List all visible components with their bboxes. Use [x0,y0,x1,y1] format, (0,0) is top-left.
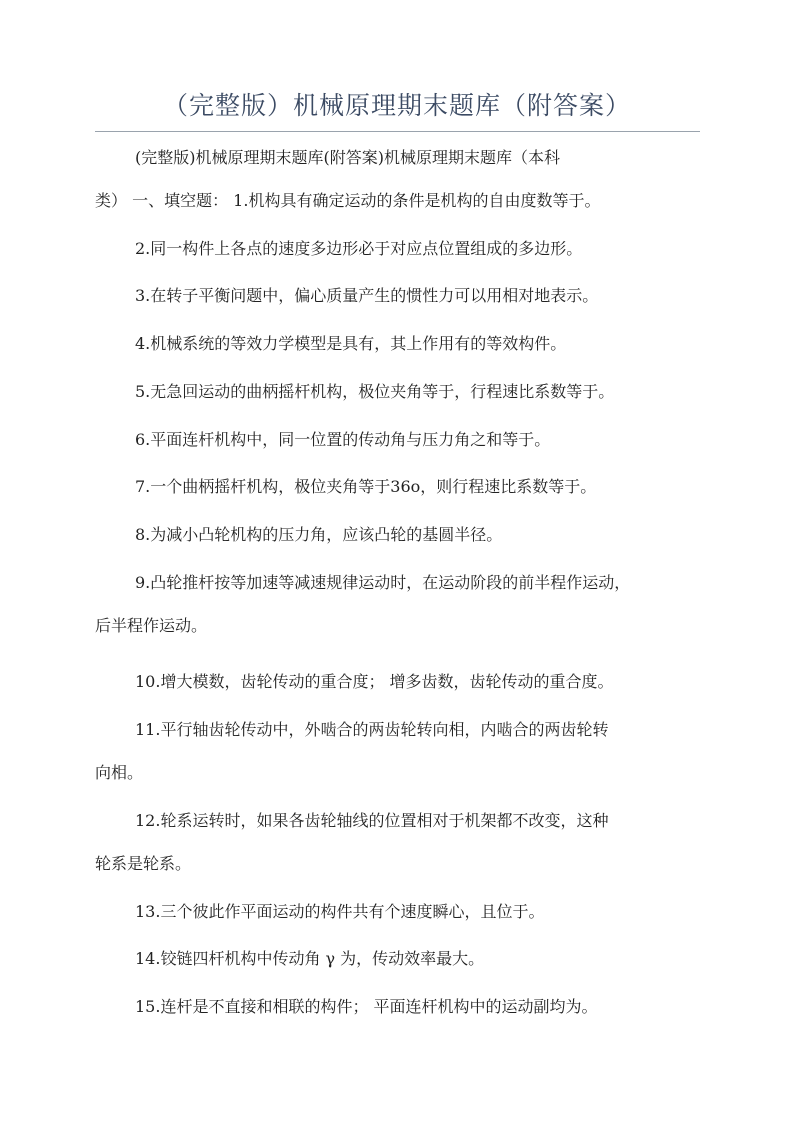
paragraph-line: 6.平面连杆机构中，同一位置的传动角与压力角之和等于。 [135,430,551,449]
paragraph-line: 10.增大模数，齿轮传动的重合度； 增多齿数，齿轮传动的重合度。 [135,672,614,691]
paragraph-line: 14.铰链四杆机构中传动角 γ 为，传动效率最大。 [135,949,485,968]
paragraph-line: 轮系是轮系。 [95,854,192,873]
paragraph-line: 类） 一、填空题： 1.机构具有确定运动的条件是机构的自由度数等于。 [95,191,601,210]
paragraph-line: 7.一个曲柄摇杆机构，极位夹角等于36o，则行程速比系数等于。 [135,477,597,496]
paragraph-line: 向相。 [95,763,144,782]
paragraph-line: 4.机械系统的等效力学模型是具有，其上作用有的等效构件。 [135,334,567,353]
paragraph-line: (完整版)机械原理期末题库(附答案)机械原理期末题库（本科 [135,148,560,167]
paragraph-line: 5.无急回运动的曲柄摇杆机构，极位夹角等于，行程速比系数等于。 [135,382,615,401]
question-paragraph [95,334,710,377]
question-paragraph [95,239,710,282]
title-divider [95,131,700,132]
document-title: （完整版）机械原理期末题库（附答案） [162,91,631,120]
question-paragraph [95,902,710,945]
paragraph-line: 9.凸轮推杆按等加速等减速规律运动时，在运动阶段的前半程作运动， [135,573,631,592]
question-paragraph [95,573,710,659]
question-paragraph [95,997,710,1040]
paragraph-line: 13.三个彼此作平面运动的构件共有个速度瞬心，且位于。 [135,902,545,921]
paragraph-line: 2.同一构件上各点的速度多边形必于对应点位置组成的多边形。 [135,239,583,258]
question-paragraph [95,148,710,234]
question-paragraph [95,430,710,473]
paragraph-line: 后半程作运动。 [95,616,208,635]
question-paragraph [95,720,710,806]
question-paragraph [95,949,710,992]
paragraph-line: 11.平行轴齿轮传动中，外啮合的两齿轮转向相，内啮合的两齿轮转 [135,720,609,739]
question-paragraph [95,382,710,425]
paragraph-line: 15.连杆是不直接和相联的构件； 平面连杆机构中的运动副均为。 [135,997,598,1016]
question-paragraph [95,811,710,897]
paragraph-line: 8.为减小凸轮机构的压力角，应该凸轮的基圆半径。 [135,525,503,544]
paragraph-line: 3.在转子平衡问题中，偏心质量产生的惯性力可以用相对地表示。 [135,286,599,305]
question-paragraph [95,525,710,568]
question-paragraph [95,672,710,715]
question-paragraph [95,477,710,520]
paragraph-line: 12.轮系运转时，如果各齿轮轴线的位置相对于机架都不改变，这种 [135,811,609,830]
question-paragraph [95,286,710,329]
